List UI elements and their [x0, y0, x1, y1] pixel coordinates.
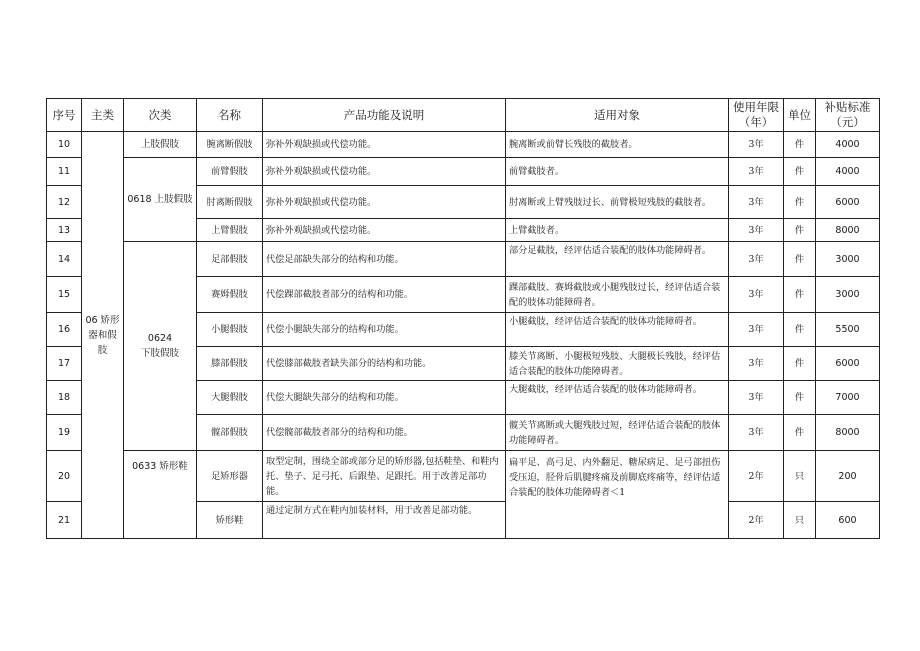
seq-cell: 17 — [47, 347, 82, 381]
sub-category-upper: 0618 上肢假肢 — [124, 158, 197, 242]
main-category-cell: 06 矫形器和假肢 — [82, 132, 124, 539]
sub-category-lower-name: 下肢假肢 — [140, 348, 179, 359]
unit-cell: 只 — [784, 451, 816, 502]
description-cell: 弥补外观缺损或代偿功能。 — [263, 158, 506, 186]
description-cell: 弥补外观缺损或代偿功能。 — [263, 132, 506, 158]
target-cell: 踝部截肢、赛姆截肢或小腿残肢过长，经评估适合装配的肢体功能障碍者。 — [506, 277, 729, 313]
subsidy-table — [46, 98, 880, 539]
unit-cell: 件 — [784, 186, 816, 219]
years-cell: 3年 — [729, 219, 784, 242]
unit-cell: 件 — [784, 132, 816, 158]
unit-cell: 件 — [784, 415, 816, 451]
header-seq: 序号 — [47, 99, 82, 132]
seq-cell: 15 — [47, 277, 82, 313]
unit-cell: 件 — [784, 313, 816, 347]
years-cell: 3年 — [729, 277, 784, 313]
description-cell: 代偿大腿缺失部分的结构和功能。 — [263, 381, 506, 415]
description-cell: 代偿足部缺失部分的结构和功能。 — [263, 242, 506, 277]
seq-cell: 20 — [47, 451, 82, 502]
description-cell: 代偿小腿缺失部分的结构和功能。 — [263, 313, 506, 347]
name-cell: 小腿假肢 — [197, 313, 263, 347]
target-cell: 大腿截肢，经评估适合装配的肢体功能障碍者。 — [506, 381, 729, 415]
subsidy-cell: 7000 — [816, 381, 880, 415]
unit-cell: 件 — [784, 158, 816, 186]
header-row — [47, 99, 880, 132]
years-cell: 3年 — [729, 186, 784, 219]
sub-category-upper-label: 上肢假肢 — [124, 132, 197, 158]
subsidy-cell: 600 — [816, 502, 880, 539]
unit-cell: 件 — [784, 242, 816, 277]
name-cell: 赛姆假肢 — [197, 277, 263, 313]
years-cell: 2年 — [729, 451, 784, 502]
header-target: 适用对象 — [506, 99, 729, 132]
subsidy-cell: 8000 — [816, 219, 880, 242]
subsidy-cell: 5500 — [816, 313, 880, 347]
unit-cell: 件 — [784, 219, 816, 242]
seq-cell: 13 — [47, 219, 82, 242]
seq-cell: 12 — [47, 186, 82, 219]
description-cell: 代偿膝部截肢者缺失部分的结构和功能。 — [263, 347, 506, 381]
years-cell: 3年 — [729, 132, 784, 158]
header-main-category: 主类 — [82, 99, 124, 132]
header-name: 名称 — [197, 99, 263, 132]
years-cell: 2年 — [729, 502, 784, 539]
target-cell: 前臂截肢者。 — [506, 158, 729, 186]
sub-category-lower — [124, 242, 197, 451]
table-row — [47, 158, 880, 186]
subsidy-cell: 8000 — [816, 415, 880, 451]
header-years: 使用年限（年） — [729, 99, 784, 132]
target-cell-shoes: 扁平足、高弓足、内外翻足、糖尿病足、足弓部扭伤受压迫，胫骨后肌腱疼痛及前脚底疼痛等，经评估适合装配的肢体功能障碍者＜1 — [506, 451, 729, 539]
seq-cell: 21 — [47, 502, 82, 539]
description-cell: 代偿髋部截肢者部分的结构和功能。 — [263, 415, 506, 451]
name-cell: 矫形鞋 — [197, 502, 263, 539]
header-sub-category: 次类 — [124, 99, 197, 132]
target-cell: 部分足截肢，经评估适合装配的肢体功能障碍者。 — [506, 242, 729, 277]
description-cell: 代偿踝部截肢者部分的结构和功能。 — [263, 277, 506, 313]
seq-cell: 16 — [47, 313, 82, 347]
name-cell: 膝部假肢 — [197, 347, 263, 381]
unit-cell: 只 — [784, 502, 816, 539]
name-cell: 上臂假肢 — [197, 219, 263, 242]
name-cell: 腕离断假肢 — [197, 132, 263, 158]
table-row — [47, 451, 880, 502]
years-cell: 3年 — [729, 242, 784, 277]
subsidy-cell: 6000 — [816, 186, 880, 219]
description-cell: 取型定制，围绕全部或部分足的矫形器,包括鞋垫、和鞋内托、垫子、足弓托、后跟垫、足跟托。用于改善足部功能。 — [263, 451, 506, 502]
years-cell: 3年 — [729, 381, 784, 415]
target-cell: 膝关节离断、小腿极短残肢、大腿极长残肢，经评估适合装配的肢体功能障碍者。 — [506, 347, 729, 381]
header-subsidy: 补贴标准（元） — [816, 99, 880, 132]
description-cell: 弥补外观缺损或代偿功能。 — [263, 219, 506, 242]
subsidy-cell: 3000 — [816, 277, 880, 313]
unit-cell: 件 — [784, 347, 816, 381]
subsidy-cell: 6000 — [816, 347, 880, 381]
seq-cell: 14 — [47, 242, 82, 277]
target-cell: 上臂截肢者。 — [506, 219, 729, 242]
name-cell: 足矫形器 — [197, 451, 263, 502]
seq-cell: 10 — [47, 132, 82, 158]
years-cell: 3年 — [729, 313, 784, 347]
unit-cell: 件 — [784, 277, 816, 313]
subsidy-cell: 3000 — [816, 242, 880, 277]
subsidy-cell: 200 — [816, 451, 880, 502]
years-cell: 3年 — [729, 158, 784, 186]
name-cell: 髋部假肢 — [197, 415, 263, 451]
sub-category-shoes: 0633 矫形鞋 — [124, 451, 197, 539]
description-cell: 通过定制方式在鞋内加装材料，用于改善足部功能。 — [263, 502, 506, 539]
target-cell: 腕离断或前臂长残肢的截肢者。 — [506, 132, 729, 158]
name-cell: 前臂假肢 — [197, 158, 263, 186]
subsidy-cell: 4000 — [816, 132, 880, 158]
table-row — [47, 132, 880, 158]
sub-category-lower-code: 0624 — [147, 333, 173, 344]
years-cell: 3年 — [729, 347, 784, 381]
unit-cell: 件 — [784, 381, 816, 415]
seq-cell: 11 — [47, 158, 82, 186]
target-cell: 髋关节离断或大腿残肢过短，经评估适合装配的肢体功能障碍者。 — [506, 415, 729, 451]
seq-cell: 19 — [47, 415, 82, 451]
target-cell: 小腿截肢，经评估适合装配的肢体功能障碍者。 — [506, 313, 729, 347]
header-description: 产品功能及说明 — [263, 99, 506, 132]
description-cell: 弥补外观缺损或代偿功能。 — [263, 186, 506, 219]
table-row — [47, 242, 880, 277]
seq-cell: 18 — [47, 381, 82, 415]
subsidy-cell: 4000 — [816, 158, 880, 186]
name-cell: 肘离断假肢 — [197, 186, 263, 219]
header-unit: 单位 — [784, 99, 816, 132]
name-cell: 足部假肢 — [197, 242, 263, 277]
name-cell: 大腿假肢 — [197, 381, 263, 415]
target-cell: 肘离断或上臂残肢过长、前臂极短残肢的截肢者。 — [506, 186, 729, 219]
years-cell: 3年 — [729, 415, 784, 451]
